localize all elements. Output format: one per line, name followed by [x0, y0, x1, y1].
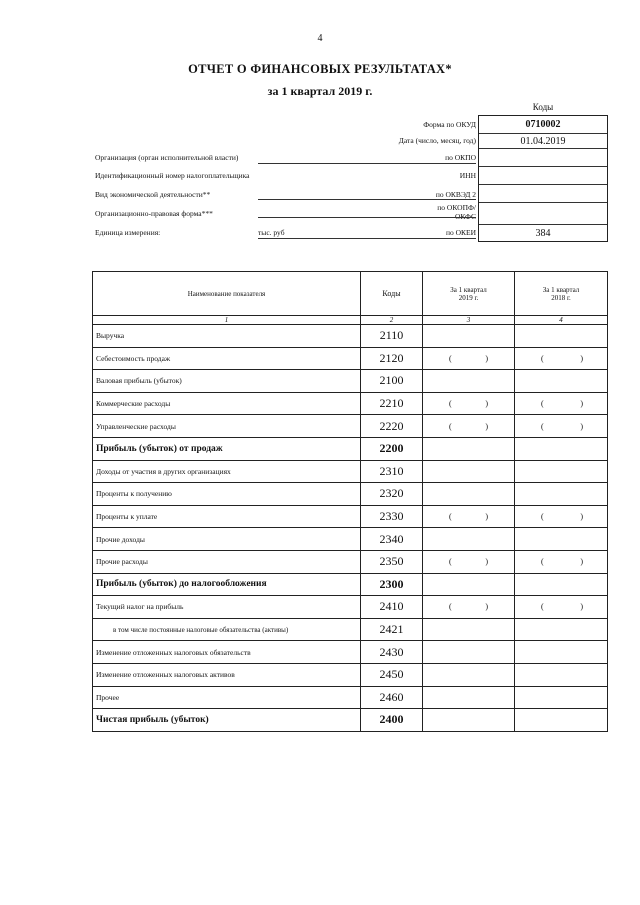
value-2019: [423, 370, 515, 393]
activity-underline: [258, 199, 476, 200]
value-2019: [423, 596, 515, 619]
table-row: [93, 641, 608, 664]
value-2019: [423, 709, 515, 732]
paren-placeholder: [515, 512, 607, 521]
paren-open: (: [449, 421, 452, 431]
paren-open: (: [541, 602, 544, 612]
row-name: Прочие расходы: [93, 550, 361, 573]
paren-open: (: [541, 512, 544, 522]
inn-label: ИНН: [459, 171, 476, 180]
activity-label: Вид экономической деятельности**: [95, 190, 211, 199]
inn-value: [479, 167, 607, 185]
row-name: Изменение отложенных налоговых активов: [93, 663, 361, 686]
row-name: Прочие доходы: [93, 528, 361, 551]
value-2018: [515, 641, 608, 664]
page-number: 4: [317, 33, 323, 44]
row-code: 2421: [361, 618, 423, 641]
value-2018: [515, 460, 608, 483]
col-header-2018: [515, 272, 608, 316]
value-2018: [515, 663, 608, 686]
table-row: [93, 370, 608, 393]
value-2018: [515, 483, 608, 506]
value-2018: [515, 709, 608, 732]
okei-label: по ОКЕИ: [445, 228, 476, 237]
value-2018: [515, 370, 608, 393]
okved-label: по ОКВЭД 2: [435, 190, 476, 199]
row-code: 2310: [361, 460, 423, 483]
row-name: Валовая прибыль (убыток): [93, 370, 361, 393]
inn-left-label: Идентификационный номер налогоплательщика: [95, 171, 250, 180]
value-2019: [423, 573, 515, 596]
row-name: Прочее: [93, 686, 361, 709]
value-2019: [423, 686, 515, 709]
value-2018: [515, 347, 608, 370]
col-header-code: Коды: [361, 272, 423, 316]
okved-value: [479, 185, 607, 203]
unit-underline: [258, 238, 476, 239]
paren-open: (: [541, 557, 544, 567]
unit-value: тыс. руб: [258, 228, 285, 237]
okopf-label: по ОКОПФ/ОКФС: [437, 203, 476, 221]
row-code: 2340: [361, 528, 423, 551]
paren-placeholder: [423, 602, 514, 611]
paren-placeholder: [423, 512, 514, 521]
date-value: 01.04.2019: [479, 134, 607, 149]
table-row: [93, 505, 608, 528]
table-row: [93, 483, 608, 506]
paren-placeholder: [423, 422, 514, 431]
paren-open: (: [449, 512, 452, 522]
row-name: Прибыль (убыток) до налогообложения: [93, 573, 361, 596]
paren-close: ): [485, 353, 488, 363]
value-2018: [515, 573, 608, 596]
paren-close: ): [580, 602, 583, 612]
value-2019: [423, 325, 515, 348]
codes-box: [478, 115, 608, 242]
paren-close: ): [580, 353, 583, 363]
paren-close: ): [485, 557, 488, 567]
org-underline: [258, 163, 476, 164]
paren-close: ): [580, 557, 583, 567]
paren-placeholder: [515, 399, 607, 408]
value-2018: [515, 596, 608, 619]
paren-close: ): [580, 512, 583, 522]
paren-placeholder: [515, 354, 607, 363]
paren-open: (: [541, 421, 544, 431]
row-code: 2460: [361, 686, 423, 709]
row-name: Доходы от участия в других организациях: [93, 460, 361, 483]
row-name: Чистая прибыль (убыток): [93, 709, 361, 732]
codes-header: Коды: [532, 102, 554, 112]
okpo-label: по ОКПО: [445, 153, 476, 162]
row-code: 2430: [361, 641, 423, 664]
row-code: 2220: [361, 415, 423, 438]
row-name: в том числе постоянные налоговые обязательства (активы): [93, 618, 361, 641]
row-code: 2100: [361, 370, 423, 393]
row-name: Коммерческие расходы: [93, 392, 361, 415]
financial-results-table: [92, 271, 608, 732]
row-name: Выручка: [93, 325, 361, 348]
value-2018: [515, 415, 608, 438]
col-header-2018-line1: За 1 квартал: [542, 285, 580, 294]
paren-placeholder: [515, 602, 607, 611]
col-header-2019-line1: За 1 квартал: [450, 285, 487, 294]
col-index: 1: [93, 316, 361, 325]
row-code: 2350: [361, 550, 423, 573]
col-index: 4: [515, 316, 608, 325]
table-row: [93, 347, 608, 370]
value-2019: [423, 663, 515, 686]
table-row: [93, 596, 608, 619]
row-name: Проценты к получению: [93, 483, 361, 506]
value-2019: [423, 483, 515, 506]
paren-open: (: [541, 399, 544, 409]
value-2018: [515, 505, 608, 528]
okpo-value: [479, 149, 607, 167]
value-2019: [423, 460, 515, 483]
paren-open: (: [449, 602, 452, 612]
paren-placeholder: [515, 557, 607, 566]
date-label: Дата (число, месяц, год): [398, 136, 476, 145]
row-name: Себестоимость продаж: [93, 347, 361, 370]
value-2018: [515, 618, 608, 641]
value-2018: [515, 528, 608, 551]
value-2019: [423, 347, 515, 370]
table-row: [93, 550, 608, 573]
paren-close: ): [580, 399, 583, 409]
row-code: 2210: [361, 392, 423, 415]
report-title: ОТЧЕТ О ФИНАНСОВЫХ РЕЗУЛЬТАТАХ*: [188, 62, 452, 76]
paren-close: ): [485, 399, 488, 409]
table-row: [93, 460, 608, 483]
row-code: 2110: [361, 325, 423, 348]
okud-code: 0710002: [479, 116, 607, 134]
value-2018: [515, 686, 608, 709]
value-2019: [423, 437, 515, 460]
report-period: за 1 квартал 2019 г.: [267, 84, 373, 98]
table-row: [93, 663, 608, 686]
row-name: Прибыль (убыток) от продаж: [93, 437, 361, 460]
table-row: [93, 573, 608, 596]
table-row: [93, 528, 608, 551]
row-code: 2200: [361, 437, 423, 460]
paren-close: ): [580, 421, 583, 431]
paren-close: ): [485, 602, 488, 612]
row-code: 2300: [361, 573, 423, 596]
row-code: 2410: [361, 596, 423, 619]
okopf-value: [479, 203, 607, 225]
paren-placeholder: [423, 399, 514, 408]
paren-placeholder: [423, 354, 514, 363]
value-2019: [423, 392, 515, 415]
paren-placeholder: [423, 557, 514, 566]
table-row: [93, 709, 608, 732]
paren-open: (: [449, 399, 452, 409]
org-label: Организация (орган исполнительной власти): [95, 153, 239, 162]
col-header-2018-line2: 2018 г.: [551, 293, 571, 302]
row-code: 2120: [361, 347, 423, 370]
table-row: [93, 686, 608, 709]
row-name: Текущий налог на прибыль: [93, 596, 361, 619]
form-okud-label: Форма по ОКУД: [423, 120, 476, 129]
unit-label: Единица измерения:: [95, 228, 161, 237]
table-row: [93, 437, 608, 460]
value-2019: [423, 618, 515, 641]
table-row: [93, 618, 608, 641]
col-header-name: Наименование показателя: [93, 272, 361, 316]
row-code: 2320: [361, 483, 423, 506]
row-name: Изменение отложенных налоговых обязательств: [93, 641, 361, 664]
legal-form-label: Организационно-правовая форма***: [95, 209, 213, 218]
value-2018: [515, 437, 608, 460]
value-2019: [423, 505, 515, 528]
paren-open: (: [449, 353, 452, 363]
paren-close: ): [485, 512, 488, 522]
value-2019: [423, 528, 515, 551]
table-row: [93, 415, 608, 438]
paren-close: ): [485, 421, 488, 431]
value-2019: [423, 550, 515, 573]
value-2019: [423, 641, 515, 664]
value-2018: [515, 325, 608, 348]
okei-value: 384: [535, 228, 551, 239]
col-index: 3: [423, 316, 515, 325]
row-code: 2450: [361, 663, 423, 686]
paren-open: (: [449, 557, 452, 567]
table-row: [93, 325, 608, 348]
paren-open: (: [541, 353, 544, 363]
row-code: 2400: [361, 709, 423, 732]
row-code: 2330: [361, 505, 423, 528]
table-row: [93, 392, 608, 415]
col-header-2019: [423, 272, 515, 316]
legal-form-underline: [258, 217, 476, 218]
paren-placeholder: [515, 422, 607, 431]
value-2019: [423, 415, 515, 438]
col-header-2019-line2: 2019 г.: [458, 293, 479, 302]
value-2018: [515, 550, 608, 573]
value-2018: [515, 392, 608, 415]
row-name: Управленческие расходы: [93, 415, 361, 438]
col-index: 2: [361, 316, 423, 325]
row-name: Проценты к уплате: [93, 505, 361, 528]
